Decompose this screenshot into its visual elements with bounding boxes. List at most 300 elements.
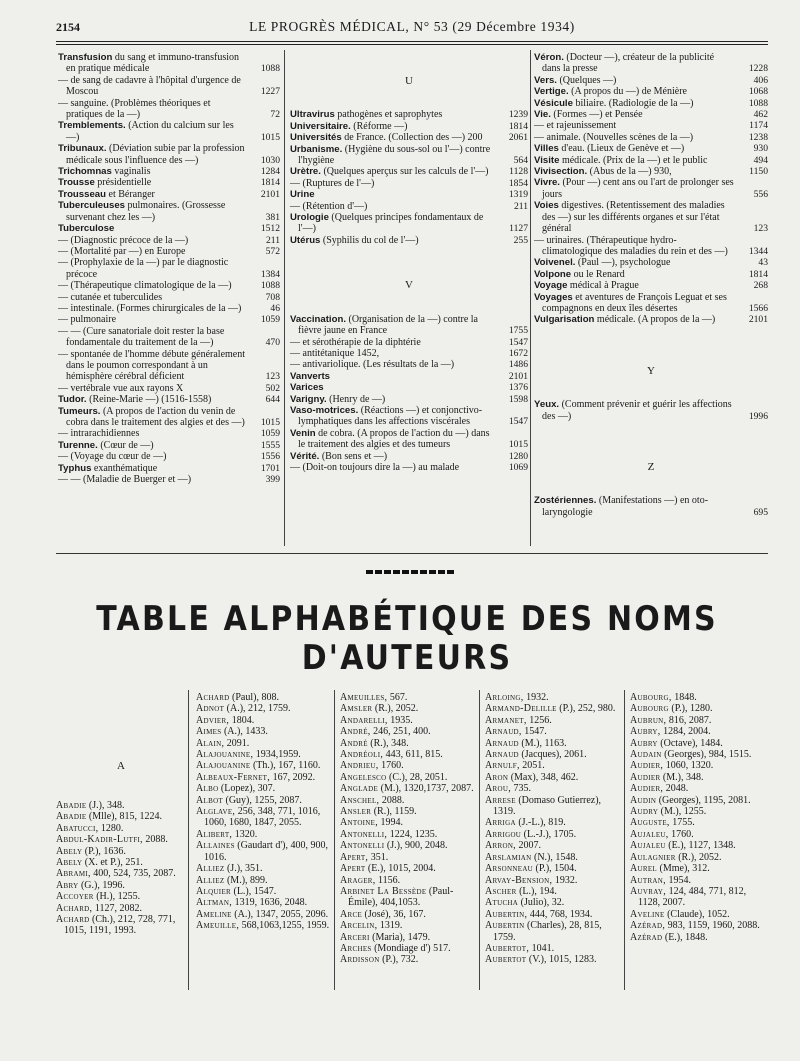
entry-heading: Transfusion (58, 52, 113, 63)
author-name: Armand-Delille (485, 703, 557, 715)
author-name: Alliez (196, 863, 225, 875)
entry-text: — de sang de cadavre à l'hôpital d'urgence de Moscou (58, 74, 241, 98)
decorative-bar (366, 570, 454, 574)
entry-page: 1384 (260, 268, 280, 280)
author-entry (56, 811, 180, 822)
entry-text: et Béranger (106, 188, 155, 200)
entry-text: — (Prophylaxie de la —) par le diagnostic précoce (58, 257, 229, 280)
index-entry (534, 200, 768, 234)
entry-text: de cobra. (A propos de l'action du —) dans le traitement des algies et des tumeurs (298, 427, 490, 451)
author-pages: 443, 611, 815. (383, 749, 443, 761)
author-name: Abely (56, 845, 83, 857)
entry-text: — urinaires. (Thérapeutique hydro-climatologique des maladies du rein et des —) (534, 234, 728, 257)
author-name: Aubourg, (630, 692, 672, 703)
author-pages: 256, 348, 771, 1016, 1060, 1680, 1847, 2055. (204, 806, 321, 829)
author-pages: 1319. (377, 920, 403, 932)
entry-page: 1566 (748, 302, 768, 314)
author-entry (630, 772, 770, 783)
author-name: Allaines (196, 840, 235, 852)
entry-page: 1512 (260, 223, 280, 235)
entry-text: — (Diagnostic précoce de la —) (58, 234, 189, 246)
entry-text: (Bon sens et —) (319, 450, 388, 462)
index-entry (290, 382, 528, 393)
entry-page: 1547 (508, 416, 528, 428)
author-pages: 1954. (665, 874, 691, 886)
author-name: André, (340, 726, 371, 738)
author-entry (340, 715, 476, 726)
authors-column-1 (56, 800, 180, 937)
author-entry (485, 703, 623, 714)
entry-page: 2101 (748, 314, 768, 326)
author-pages: (Paul-Émile), 404,1053. (348, 885, 454, 909)
author-name: Abry (56, 879, 79, 891)
author-name: Auguste, (630, 817, 670, 829)
index-entry (534, 98, 768, 109)
author-name: Aulagnier (630, 851, 676, 863)
author-pages: (Max), 348, 462. (508, 771, 579, 783)
author-pages: (C.), 28, 2051. (386, 771, 448, 783)
entry-page: 1598 (508, 393, 528, 405)
entry-page: 1088 (260, 280, 280, 292)
authors-divider (334, 690, 335, 990)
author-entry (485, 863, 623, 874)
author-entry (485, 897, 623, 908)
column-divider (284, 50, 285, 546)
author-pages: (P.), 732. (379, 954, 419, 966)
author-name: Aveline (630, 908, 665, 920)
index-entry (534, 109, 768, 120)
author-name: Aubertin, (485, 908, 528, 920)
author-name: Arcelin, (340, 920, 378, 932)
author-entry (630, 909, 770, 920)
entry-text: (Réactions —) et conjonctivo-lymphatiques dans les affections viscérales (298, 404, 483, 428)
authors-divider (188, 690, 189, 990)
entry-page: 1854 (508, 177, 528, 189)
entry-heading: Voyages (534, 291, 573, 303)
author-name: Abely (56, 857, 83, 869)
index-entry (58, 120, 280, 143)
author-entry (196, 715, 332, 726)
index-entry (290, 201, 528, 212)
entry-text: présidentielle (94, 177, 152, 189)
entry-heading: Trichomnas (58, 166, 112, 178)
author-entry (56, 846, 180, 857)
entry-heading: Vanverts (290, 370, 331, 382)
entry-text: (Réforme —) (350, 120, 408, 132)
author-name: Ascher (485, 885, 517, 897)
author-entry (630, 886, 770, 909)
entry-page: 572 (265, 245, 280, 257)
entry-page: 46 (270, 302, 280, 314)
entry-text: — (Voyage du cœur de —) (58, 451, 167, 463)
author-entry (485, 852, 623, 863)
author-pages: (J.), 348. (86, 800, 125, 811)
entry-page: 1486 (508, 359, 528, 371)
author-pages: (Gaudart d'), 400, 900, 1016. (204, 840, 328, 863)
header-rule-2 (56, 44, 768, 45)
author-name: Azérad (630, 931, 663, 943)
entry-text: — intrarachidiennes (58, 428, 140, 440)
author-pages: (M.), 899. (224, 874, 268, 886)
index-entry (58, 143, 280, 166)
author-name: Alain, (196, 737, 225, 749)
author-entry (485, 943, 623, 954)
author-entry (630, 795, 770, 806)
author-entry (196, 909, 332, 920)
entry-text: de France. (Collection des —) 200 (341, 132, 483, 144)
entry-heading: Vivre. (534, 177, 560, 189)
entry-text: biliaire. (Radiologie de la —) (572, 97, 694, 109)
author-name: Anglade (340, 783, 379, 795)
section-letter-v: V (405, 279, 413, 292)
author-name: André (340, 737, 368, 749)
index-entry (290, 359, 528, 370)
subject-column-1 (58, 52, 280, 485)
author-name: Arrese (485, 794, 516, 806)
entry-heading: Vaccination. (290, 313, 346, 325)
index-entry (58, 189, 280, 200)
author-pages: 568,1063,1255, 1959. (239, 920, 330, 932)
author-entry (56, 914, 180, 937)
author-pages: 1760. (668, 828, 694, 840)
author-entry (340, 806, 476, 817)
section-letter-y: Y (647, 364, 655, 377)
author-pages: 1319, 1636, 2048. (232, 897, 308, 909)
entry-page: 1227 (260, 86, 280, 98)
entry-page: 1814 (508, 120, 528, 132)
entry-page: 556 (753, 188, 768, 200)
author-name: Armanet, (485, 714, 527, 726)
entry-heading: Zostériennes. (534, 495, 597, 507)
author-name: Aubourg (630, 703, 669, 715)
author-pages: (Th.), 167, 1160. (250, 760, 321, 772)
author-pages: (R.), 1159. (371, 806, 417, 818)
author-entry (340, 920, 476, 931)
author-name: Arnaud (485, 737, 519, 749)
author-entry (630, 749, 770, 760)
index-entry (290, 394, 528, 405)
entry-heading: Vivisection. (534, 166, 588, 178)
author-entry (196, 920, 332, 931)
author-name: Arnaud (485, 749, 519, 761)
entry-heading: Turenne. (58, 439, 98, 451)
author-entry (196, 840, 332, 863)
author-name: Arslamian (485, 851, 532, 863)
author-name: Audain (630, 749, 662, 761)
author-entry (340, 932, 476, 943)
index-entry (58, 394, 280, 405)
author-entry (340, 829, 476, 840)
entry-heading: Vers. (534, 74, 557, 86)
author-name: Angelesco (340, 771, 387, 783)
entry-page: 1556 (260, 451, 280, 463)
index-entry (58, 314, 280, 325)
author-entry (485, 726, 623, 737)
author-pages: (R.), 348. (367, 737, 409, 749)
author-name: Aubry (630, 737, 658, 749)
author-pages: 351. (368, 851, 389, 863)
index-entry (58, 98, 280, 121)
author-name: Arnaud, (485, 726, 522, 738)
entry-heading: Venin (290, 427, 316, 439)
author-name: Albo (196, 783, 219, 795)
author-entry (56, 880, 180, 891)
author-pages: (Maria), 1479. (369, 931, 431, 943)
index-entry (58, 349, 280, 383)
entry-heading: Voies (534, 200, 559, 212)
author-entry (485, 772, 623, 783)
entry-text: — pulmonaire (58, 314, 117, 326)
author-name: Arager, (340, 874, 376, 886)
entry-text: (Quelques principes fondamentaux de l'—) (298, 212, 484, 235)
authors-table-title: TABLE ALPHABÉTIQUE DES NOMS D'AUTEURS (96, 599, 718, 679)
author-pages: 2088. (379, 794, 405, 806)
author-entry (56, 857, 180, 868)
entry-heading: Vésicule (534, 97, 573, 109)
author-pages: (Guy), 1255, 2087. (223, 794, 302, 806)
author-name: Aron (485, 771, 509, 783)
author-name: Arceri (340, 931, 370, 943)
entry-heading: Trousseau (58, 188, 106, 200)
author-pages: 167, 2092. (270, 771, 316, 783)
author-entry (56, 823, 180, 834)
author-entry (630, 760, 770, 771)
entry-page: 399 (265, 474, 280, 486)
entry-page: 1672 (508, 347, 528, 359)
author-entry (196, 772, 332, 783)
author-name: Achard (56, 914, 90, 926)
entry-text: — vertébrale vue aux rayons X (58, 382, 184, 394)
index-entry (290, 428, 528, 451)
index-entry (58, 428, 280, 439)
header-rule (56, 41, 768, 42)
author-name: Abatucci, (56, 822, 99, 834)
author-entry (196, 726, 332, 737)
author-entry (340, 795, 476, 806)
author-name: Abadie (56, 800, 87, 811)
entry-page: 1319 (508, 189, 528, 201)
author-pages: 2007. (515, 840, 541, 852)
authors-divider (479, 690, 480, 990)
entry-page: 1059 (260, 314, 280, 326)
index-entry (290, 235, 528, 246)
author-entry (340, 738, 476, 749)
author-entry (485, 829, 623, 840)
author-name: Alajouanine, (196, 749, 254, 761)
index-entry (58, 451, 280, 462)
author-entry (56, 891, 180, 902)
author-name: Aimes (196, 726, 222, 738)
author-entry (630, 817, 770, 828)
index-entry (534, 280, 768, 291)
entry-heading: Villes (534, 143, 559, 155)
entry-text: — — (Cure sanatoriale doit rester la base fondamentale du traitement de la —) (58, 325, 225, 349)
entry-text: vaginalis (111, 166, 151, 178)
index-entry (58, 246, 280, 257)
entry-page: 1284 (260, 166, 280, 178)
index-entry (290, 121, 528, 132)
entry-page: 255 (513, 234, 528, 246)
index-entry (534, 155, 768, 166)
index-entry (290, 348, 528, 359)
author-entry (340, 943, 476, 954)
entry-heading: Tribunaux. (58, 143, 107, 155)
entry-page: 211 (513, 200, 528, 212)
author-entry (630, 863, 770, 874)
author-pages: 1932. (523, 692, 549, 703)
section-rule (56, 553, 768, 554)
author-pages: (Mlle), 815, 1224. (86, 811, 162, 823)
author-pages: (Ch.), 212, 728, 771, 1015, 1191, 1993. (64, 914, 176, 937)
author-pages: 1804. (229, 714, 255, 726)
author-name: Arce (340, 908, 363, 920)
author-entry (340, 817, 476, 828)
author-entry (196, 829, 332, 840)
author-pages: 1934,1959. (253, 749, 301, 761)
author-pages: (Mme), 312. (657, 863, 710, 875)
entry-text: digestives. (Retentissement des maladies des —) sur les différents organes et sur l'état général (542, 200, 725, 235)
author-name: Antonelli, (340, 828, 388, 840)
author-pages: 567. (387, 692, 408, 703)
author-pages: 124, 484, 771, 812, 1128, 2007. (638, 885, 747, 909)
author-entry (485, 692, 623, 703)
entry-heading: Vérité. (290, 450, 320, 462)
entry-heading: Visite (534, 154, 560, 166)
author-name: Abrami, (56, 868, 91, 880)
entry-heading: Urologie (290, 212, 329, 224)
entry-page: 502 (265, 382, 280, 394)
author-pages: (L.), 194. (516, 885, 557, 897)
author-name: Achard, (56, 902, 93, 914)
entry-text: — (Mortalité par —) en Europe (58, 245, 186, 257)
author-name: Alajouanine (196, 760, 251, 772)
author-pages: (J.-L.), 819. (515, 817, 566, 829)
entry-page: 1555 (260, 439, 280, 451)
entry-text: — et rajeunissement (534, 120, 617, 132)
entry-page: 1814 (260, 177, 280, 189)
author-entry (630, 715, 770, 726)
entry-page: 494 (753, 154, 768, 166)
index-entry (534, 314, 768, 325)
entry-text: (Action du calcium sur les —) (66, 120, 234, 143)
entry-text: (Comment prévenir et guérir les affections des —) (542, 399, 732, 422)
entry-page: 470 (265, 337, 280, 349)
author-name: Audier, (630, 760, 664, 772)
entry-heading: Yeux. (534, 399, 560, 411)
author-entry (196, 897, 332, 908)
entry-text: et aventures de François Leguat et ses compagnons en deux îles désertes (542, 291, 727, 314)
authors-column-2 (196, 692, 332, 932)
author-pages: (Lopez), 307. (218, 783, 276, 795)
author-entry (630, 932, 770, 943)
index-entry (290, 462, 528, 473)
author-pages: (A.), 1347, 2055, 2096. (231, 908, 329, 920)
entry-text: (A propos du —) de Ménière (568, 86, 687, 98)
author-pages: 2088. (142, 834, 168, 846)
entry-text: (Cœur de —) (97, 439, 154, 451)
author-pages: (M.), 1255. (658, 806, 707, 818)
author-pages: 2091. (224, 737, 250, 749)
author-name: Antonelli (340, 840, 385, 852)
index-entry (290, 314, 528, 337)
entry-heading: Vaso-motrices. (290, 404, 359, 416)
entry-page: 1228 (748, 63, 768, 75)
index-entry (58, 200, 280, 223)
entry-page: 695 (753, 506, 768, 518)
author-entry (56, 800, 180, 811)
author-pages: (L.-J.), 1705. (521, 828, 577, 840)
entry-text: pathogènes et saprophytes (334, 109, 443, 121)
entry-page: 708 (265, 291, 280, 303)
author-pages: 1041. (529, 942, 555, 954)
author-name: Ardisson (340, 954, 380, 966)
index-entry (58, 406, 280, 429)
subject-column-2 (290, 52, 528, 473)
author-name: Abdul-Kadir-Lutfi, (56, 834, 143, 846)
author-pages: (N.), 1548. (531, 851, 578, 863)
author-entry (630, 829, 770, 840)
entry-text: (Organisation de la —) contre la fièvre jaune en France (298, 313, 478, 337)
author-name: Andarelli, (340, 714, 388, 726)
entry-heading: Typhus (58, 462, 92, 474)
author-pages: 816, 2087. (666, 714, 712, 726)
author-entry (340, 783, 476, 794)
author-entry (340, 863, 476, 874)
author-entry (485, 749, 623, 760)
author-entry (340, 852, 476, 863)
index-entry (58, 75, 280, 98)
author-name: Alibert, (196, 828, 233, 840)
author-entry (630, 692, 770, 703)
entry-heading: Tuberculose (58, 223, 115, 235)
author-pages: 1256. (526, 714, 552, 726)
author-entry (196, 783, 332, 794)
author-pages: (Mondiage d') 517. (371, 942, 451, 954)
author-pages: (E.), 1848. (662, 931, 708, 943)
author-pages: (Georges), 984, 1515. (661, 749, 752, 761)
index-entry (58, 292, 280, 303)
author-entry (630, 852, 770, 863)
entry-page: 1088 (748, 97, 768, 109)
author-entry (340, 692, 476, 703)
author-pages: 1760. (378, 760, 404, 772)
author-pages: 1156. (375, 874, 401, 886)
author-pages: 1932. (552, 874, 578, 886)
author-entry (340, 886, 476, 909)
entry-text: (A propos de l'action du venin de cobra dans le traitement des algies et des —) (66, 405, 245, 428)
index-entry (290, 212, 528, 235)
author-name: Aubertot (485, 954, 527, 966)
subject-column-3 (534, 52, 768, 518)
author-pages: (Paul), 808. (229, 692, 279, 703)
entry-page: 1015 (260, 417, 280, 428)
index-entry (534, 177, 768, 200)
entry-text: pulmonaires. (Grossesse survenant chez les —) (66, 200, 226, 223)
author-pages: (Julio), 32. (518, 897, 565, 909)
author-pages: (P.), 1280. (668, 703, 713, 715)
entry-page: 1059 (260, 428, 280, 440)
index-entry (534, 143, 768, 154)
author-pages: (José), 36, 167. (362, 908, 426, 920)
author-entry (630, 920, 770, 931)
entry-text: — antivariolique. (Les résultats de la —) (290, 359, 455, 371)
entry-text: — animale. (Nouvelles scènes de la —) (534, 131, 694, 143)
author-name: Amsler (340, 703, 373, 715)
entry-text: d'eau. (Lieux de Genève et —) (558, 143, 685, 155)
author-entry (485, 795, 623, 818)
author-pages: (V.), 1015, 1283. (526, 954, 597, 966)
author-entry (485, 783, 623, 794)
